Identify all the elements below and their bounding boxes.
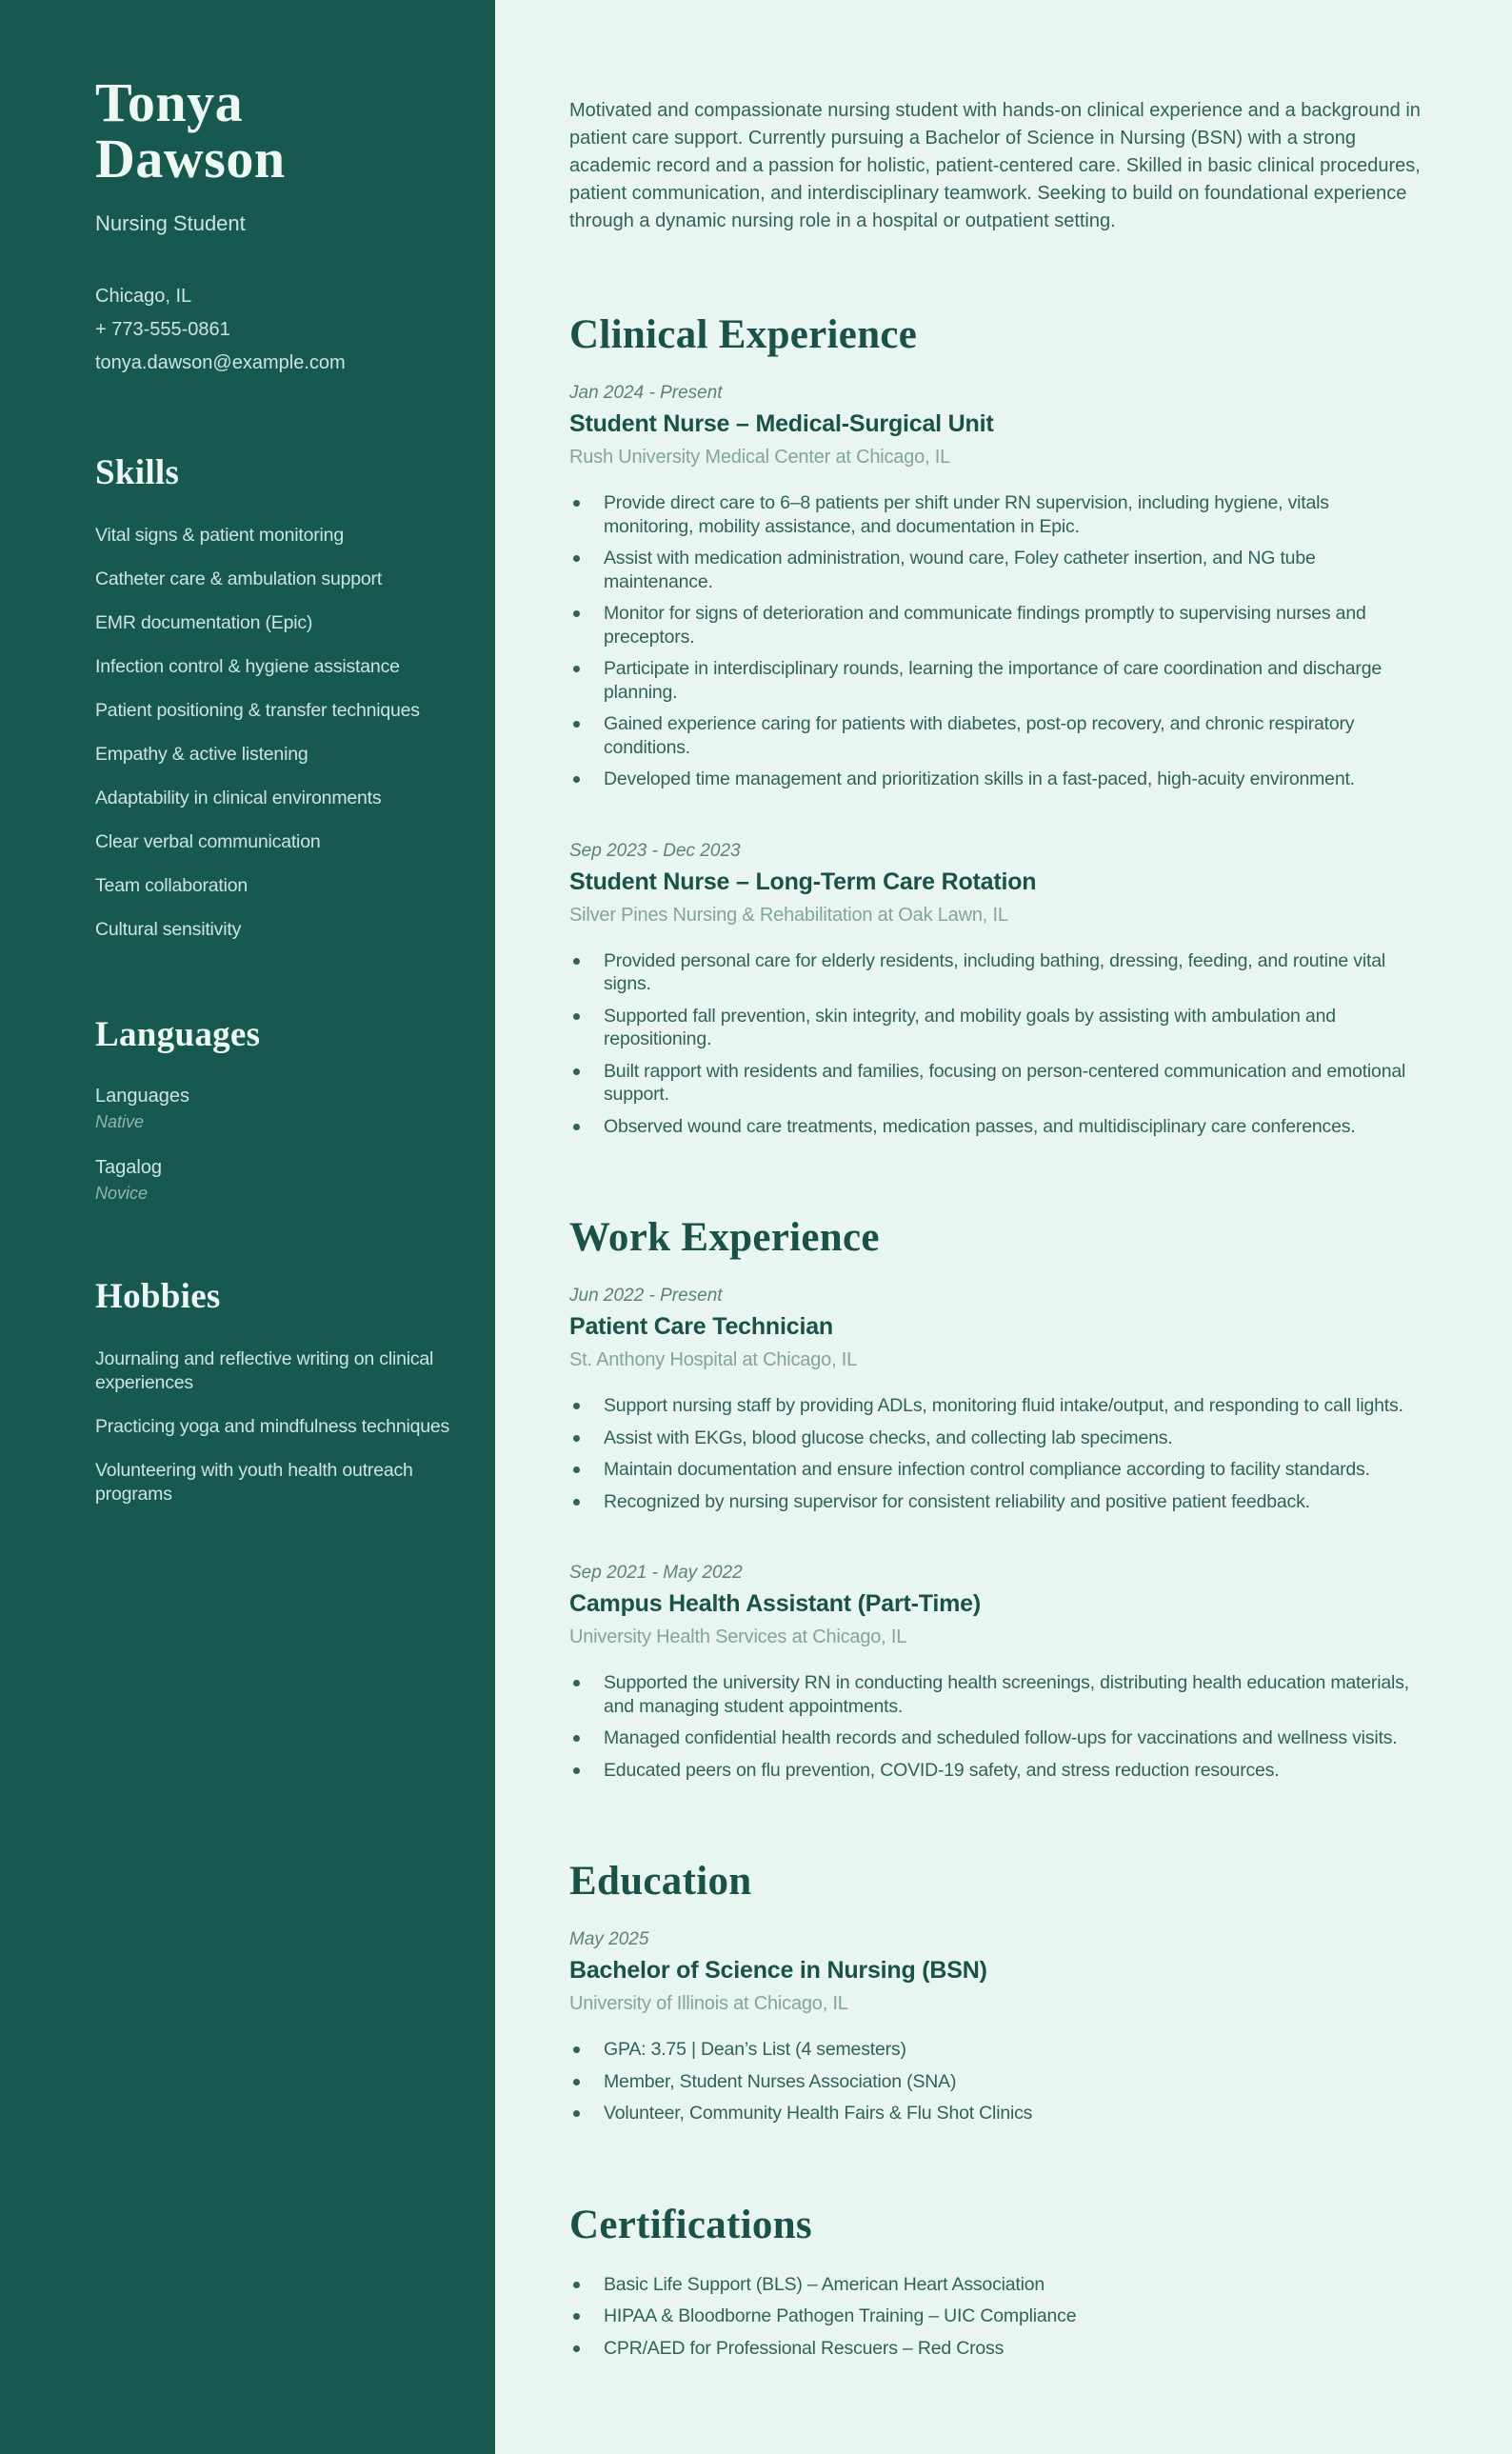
bullet-item: Volunteer, Community Health Fairs & Flu Shot Clinics [569, 2102, 1421, 2125]
entry-title: Patient Care Technician [569, 1313, 833, 1340]
hobbies-list [95, 1347, 461, 1506]
summary-paragraph: Motivated and compassionate nursing student with hands-on clinical experience and a background in patient care support. Currently pursuing a Bachelor of Science in Nursing (BSN) with a strong academic record and a passion for holistic, patient-centered care. Skilled in basic clinical procedures, patient communication, and interdisciplinary teamwork. Seeking to build on foundational experience through a dynamic nursing role in a hospital or outpatient setting. [569, 100, 1421, 231]
experience-entry [569, 1286, 1421, 1513]
language-level: Novice [95, 1184, 149, 1204]
entry-bullets [569, 1671, 1421, 1782]
entry-bullets [569, 949, 1421, 1139]
entry-title: Bachelor of Science in Nursing (BSN) [569, 1957, 987, 1984]
bullet-item: Member, Student Nurses Association (SNA) [569, 2070, 1421, 2094]
bullet-item: GPA: 3.75 | Dean’s List (4 semesters) [569, 2038, 1421, 2062]
contact-location: Chicago, IL [95, 286, 192, 308]
sidebar [0, 0, 495, 2454]
entry-organization: Silver Pines Nursing & Rehabilitation at Oak Lawn, IL [569, 904, 1008, 926]
skill-item: EMR documentation (Epic) [95, 612, 313, 634]
bullet-item: Assist with medication administration, wound care, Foley catheter insertion, and NG tube maintenance. [569, 547, 1421, 593]
entry-title: Campus Health Assistant (Part-Time) [569, 1590, 981, 1617]
bullet-item: Gained experience caring for patients with diabetes, post-op recovery, and chronic respiratory conditions. [569, 712, 1421, 759]
skill-item: Adaptability in clinical environments [95, 788, 382, 809]
language-item [95, 1086, 461, 1132]
hobby-item: Volunteering with youth health outreach programs [95, 1460, 413, 1506]
skill-item: Team collaboration [95, 875, 249, 897]
bullet-item: Basic Life Support (BLS) – American Heart Association [569, 2273, 1421, 2297]
entry-date: May 2025 [569, 1929, 649, 1949]
main-content [495, 0, 1512, 2454]
hobby-item: Journaling and reflective writing on clinical experiences [95, 1348, 434, 1394]
hobby-item: Practicing yoga and mindfulness techniques [95, 1416, 450, 1438]
bullet-item: CPR/AED for Professional Rescuers – Red Cross [569, 2337, 1421, 2361]
section-heading: Work Experience [569, 1215, 880, 1260]
entry-title: Student Nurse – Long-Term Care Rotation [569, 868, 1037, 895]
skills-list [95, 524, 461, 942]
contact-email[interactable]: tonya.dawson@example.com [95, 352, 346, 374]
experience-entry [569, 841, 1421, 1139]
section-heading: Clinical Experience [569, 312, 918, 357]
hobbies-section [95, 1276, 461, 1506]
bullet-item: Assist with EKGs, blood glucose checks, and collecting lab specimens. [569, 1427, 1421, 1450]
sections-container [569, 311, 1421, 2360]
skill-item: Clear verbal communication [95, 831, 321, 853]
skills-section [95, 452, 461, 942]
contact-phone: + 773-555-0861 [95, 319, 230, 341]
entry-organization: University Health Services at Chicago, IL [569, 1626, 907, 1647]
bullet-item: Supported the university RN in conducting health screenings, distributing health education materials, and managing student appointments. [569, 1671, 1421, 1718]
bullet-item: Provided personal care for elderly residents, including bathing, dressing, feeding, and routine vital signs. [569, 949, 1421, 996]
section-heading: Certifications [569, 2202, 812, 2247]
skill-item: Vital signs & patient monitoring [95, 525, 344, 547]
language-item [95, 1157, 461, 1204]
bullet-item: Managed confidential health records and scheduled follow-ups for vaccinations and wellness visits. [569, 1726, 1421, 1750]
skill-item: Patient positioning & transfer techniques [95, 700, 420, 722]
bullet-item: Supported fall prevention, skin integrity, and mobility goals by assisting with ambulation and repositioning. [569, 1005, 1421, 1051]
section-entries [569, 1929, 1421, 2125]
contact-block [95, 280, 461, 380]
entry-date: Sep 2021 - May 2022 [569, 1563, 743, 1583]
entry-organization: University of Illinois at Chicago, IL [569, 1993, 848, 2014]
section-heading: Education [569, 1859, 752, 1904]
resume-section [569, 311, 1421, 1138]
entry-bullets [569, 2273, 1421, 2361]
bullet-item: Monitor for signs of deterioration and communicate findings promptly to supervising nurses and preceptors. [569, 602, 1421, 648]
language-name: Languages [95, 1086, 189, 1107]
entry-bullets [569, 491, 1421, 791]
entry-bullets [569, 1394, 1421, 1513]
bullet-item: Provide direct care to 6–8 patients per shift under RN supervision, including hygiene, vitals monitoring, mobility assistance, and documentation in Epic. [569, 491, 1421, 538]
skill-item: Cultural sensitivity [95, 919, 242, 941]
entry-title: Student Nurse – Medical-Surgical Unit [569, 410, 994, 437]
section-entries [569, 383, 1421, 1138]
section-entries [569, 1286, 1421, 1782]
experience-entry [569, 2273, 1421, 2361]
language-level: Native [95, 1112, 145, 1132]
bullet-item: Observed wound care treatments, medication passes, and multidisciplinary care conferences. [569, 1115, 1421, 1139]
entry-date: Jan 2024 - Present [569, 383, 723, 403]
skill-item: Infection control & hygiene assistance [95, 656, 400, 678]
entry-date: Sep 2023 - Dec 2023 [569, 840, 741, 861]
skills-heading: Skills [95, 453, 180, 493]
experience-entry [569, 383, 1421, 791]
bullet-item: Recognized by nursing supervisor for consistent reliability and positive patient feedback. [569, 1490, 1421, 1514]
bullet-item: Support nursing staff by providing ADLs, monitoring fluid intake/output, and responding to call lights. [569, 1394, 1421, 1418]
experience-entry [569, 1563, 1421, 1782]
candidate-name: Tonya Dawson [95, 71, 286, 190]
resume-section [569, 1858, 1421, 2125]
skill-item: Empathy & active listening [95, 744, 308, 766]
bullet-item: Built rapport with residents and families, focusing on person-centered communication and emotional support. [569, 1060, 1421, 1107]
entry-organization: St. Anthony Hospital at Chicago, IL [569, 1349, 858, 1370]
bullet-item: Developed time management and prioritization skills in a fast-paced, high-acuity environment. [569, 768, 1421, 791]
bullet-item: HIPAA & Bloodborne Pathogen Training – UIC Compliance [569, 2304, 1421, 2328]
candidate-title: Nursing Student [95, 211, 246, 236]
languages-heading: Languages [95, 1015, 261, 1055]
entry-organization: Rush University Medical Center at Chicago, IL [569, 447, 951, 468]
entry-date: Jun 2022 - Present [569, 1286, 723, 1306]
language-name: Tagalog [95, 1157, 163, 1179]
bullet-item: Educated peers on flu prevention, COVID-19 safety, and stress reduction resources. [569, 1759, 1421, 1783]
experience-entry [569, 1929, 1421, 2125]
hobbies-heading: Hobbies [95, 1277, 221, 1317]
bullet-item: Maintain documentation and ensure infection control compliance according to facility standards. [569, 1458, 1421, 1482]
languages-list [95, 1086, 461, 1204]
languages-section [95, 1014, 461, 1204]
entry-bullets [569, 2038, 1421, 2125]
skill-item: Catheter care & ambulation support [95, 569, 383, 590]
bullet-item: Participate in interdisciplinary rounds, learning the importance of care coordination and discharge planning. [569, 657, 1421, 704]
section-entries [569, 2273, 1421, 2361]
resume-section [569, 1214, 1421, 1782]
resume-section [569, 2202, 1421, 2361]
